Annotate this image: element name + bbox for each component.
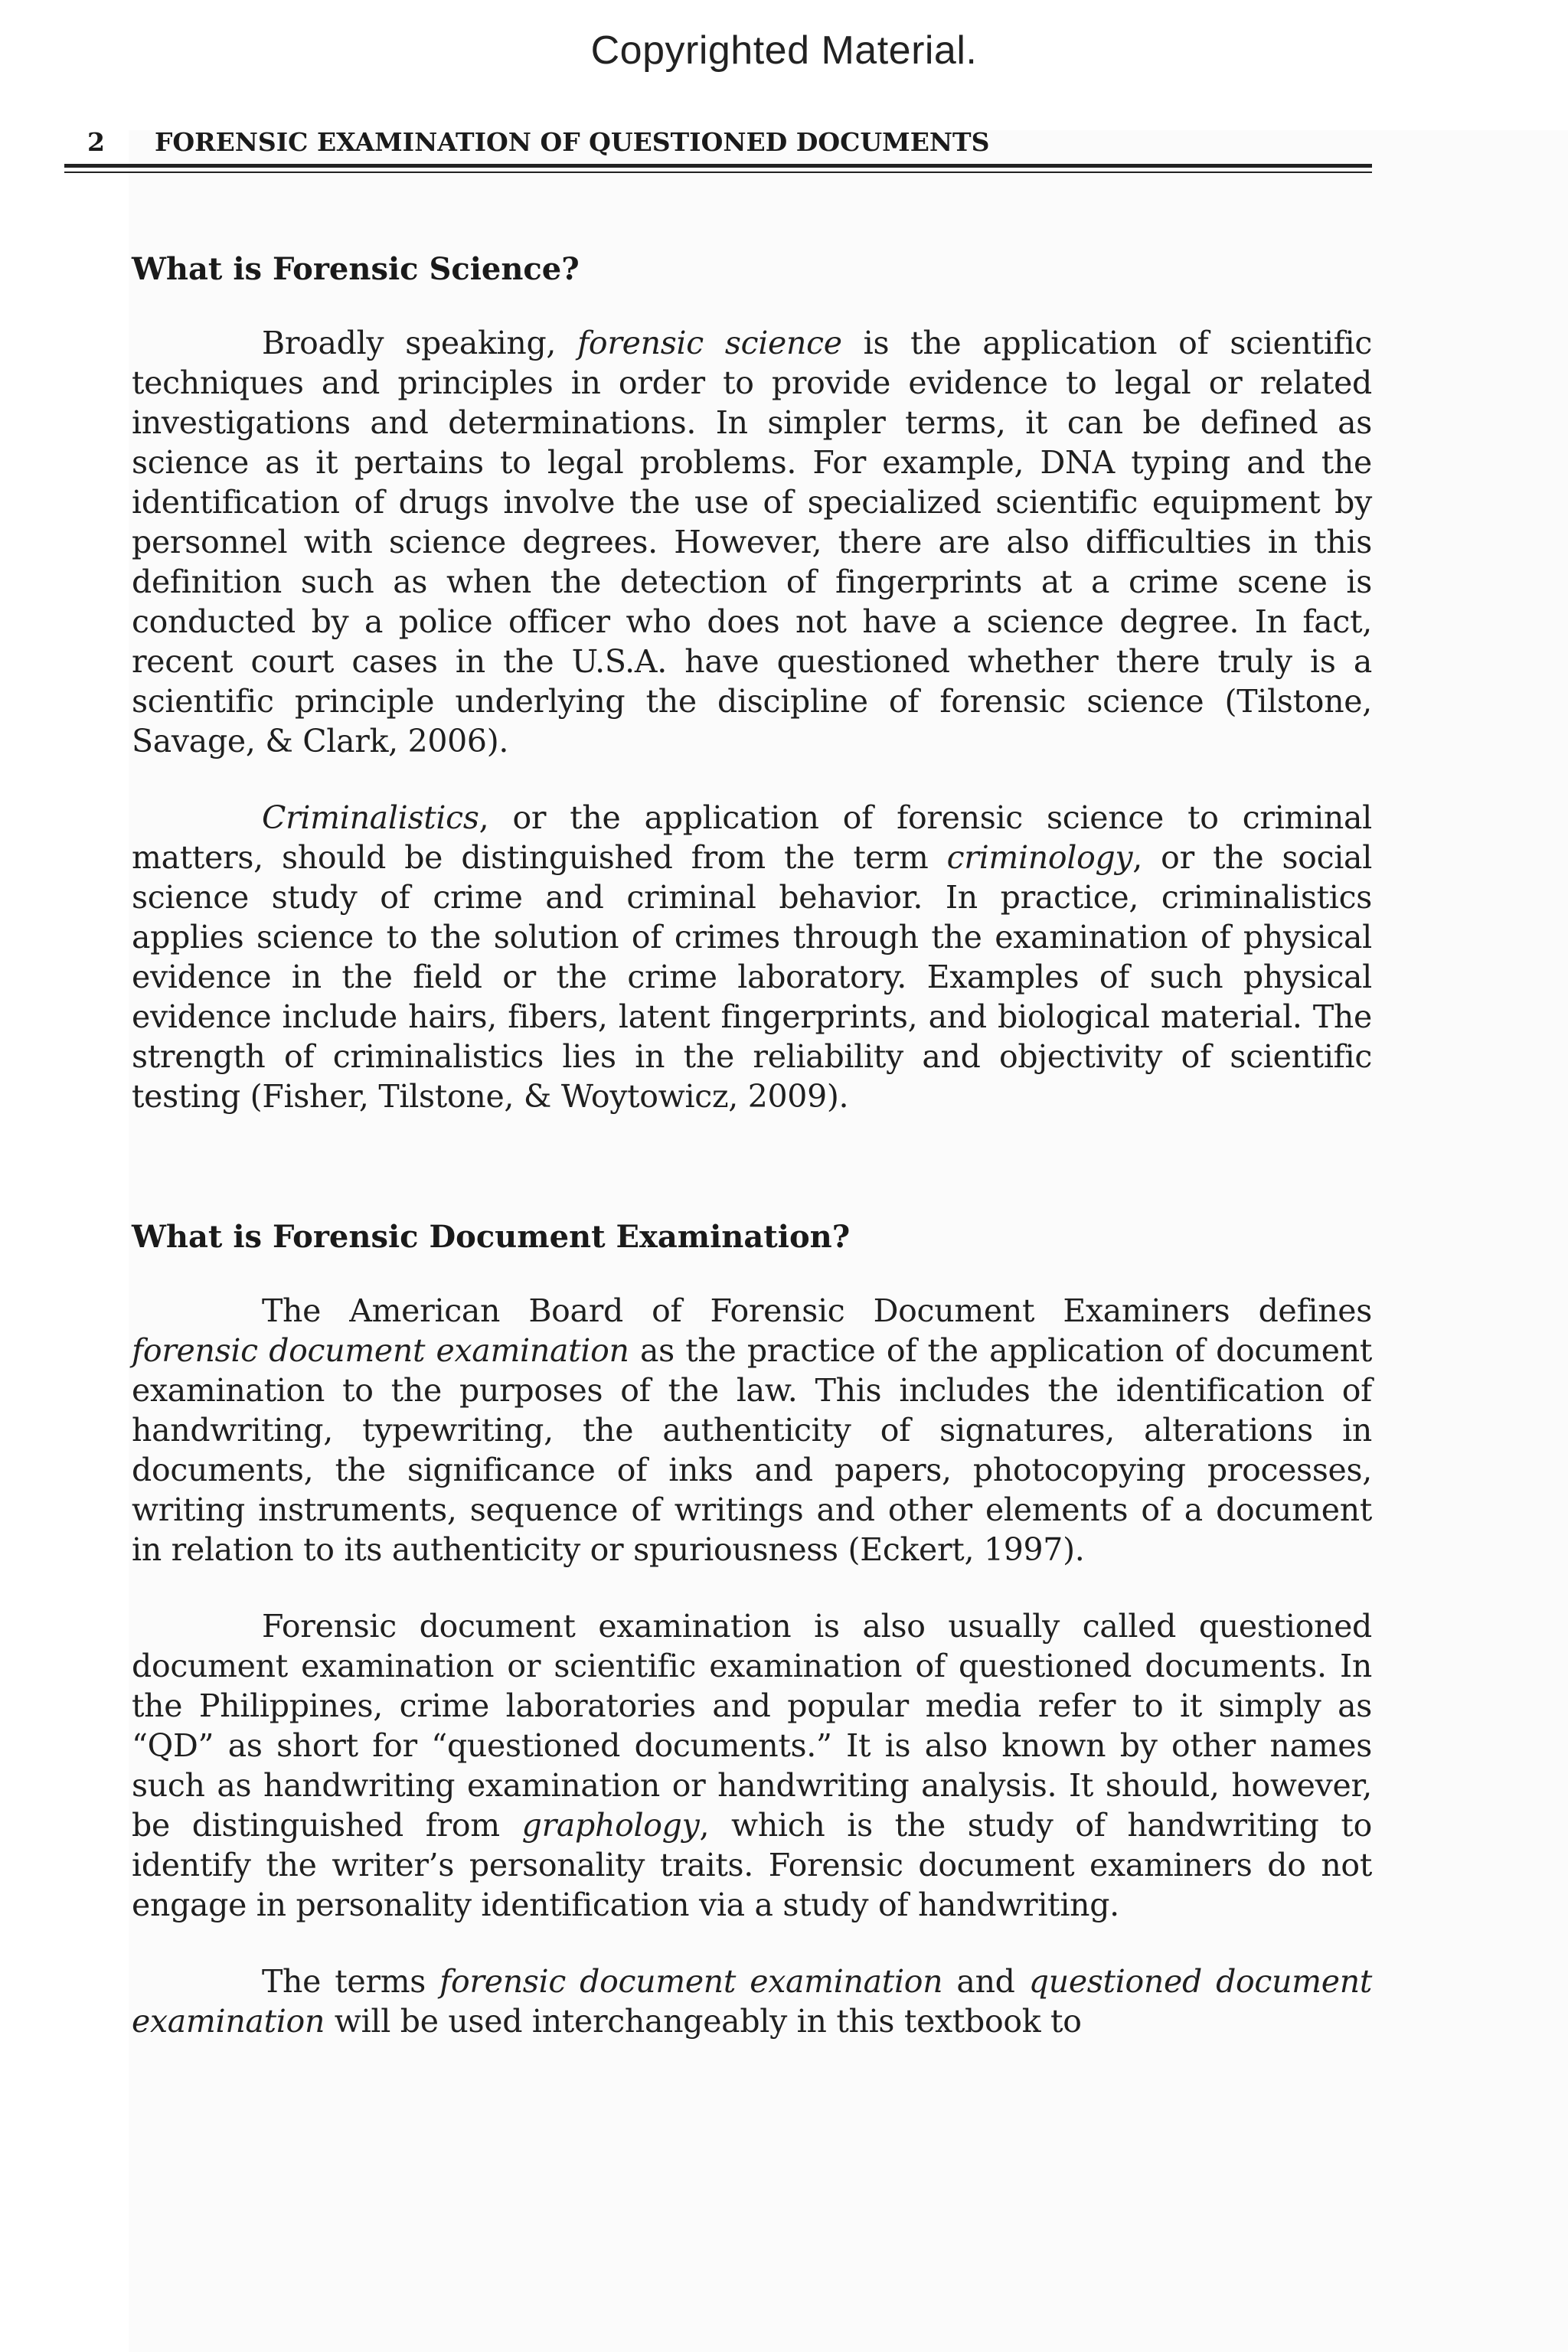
italic-term: forensic document examination: [132, 1332, 629, 1369]
italic-term: forensic document examination: [439, 1963, 943, 2000]
copyright-watermark: Copyrighted Material.: [590, 28, 978, 73]
section-heading-document-examination: What is Forensic Document Examination?: [132, 1219, 851, 1255]
italic-term: forensic science: [577, 325, 842, 361]
page-number: 2: [87, 127, 105, 157]
paragraph-abfde-definition: The American Board of Forensic Document Examiners defines forensic document examination as the practice of the application of document examination to the purposes of the law. This includes the identification of handwriting, typewriting, the authenticity of signatures, alterations in documents, the significance of inks and papers, photocopying processes, writing instruments, sequence of writings and other elements of a document in relation to its authenticity or spuriousness (Eckert, 1997).: [132, 1292, 1373, 1568]
paragraph-qd-names: Forensic document examination is also usually called questioned document examination or scientific examination of questioned documents. In the Philippines, crime laboratories and popular media refer to it simply as “QD” as short for “questioned documents.” It is also known by other names such as handwriting examination or handwriting analysis. It should, however, be distinguished from graphology, which is the study of handwriting to identify the writer’s personality traits. Forensic document examiners do not engage in personality identification via a study of handwriting.: [132, 1608, 1372, 1923]
italic-term: graphology: [521, 1807, 700, 1844]
page-body: [132, 250, 1372, 2041]
paragraph-criminalistics: Criminalistics, or the application of forensic science to criminal matters, should be distinguished from the term criminology, or the social science study of crime and criminal behavior. In practice, criminalistics applies science to the solution of crimes through the examination of physical evidence in the field or the crime laboratory. Examples of such physical evidence include hairs, fibers, latent fingerprints, and biological material. The strength of criminalistics lies in the reliability and objectivity of scientific testing (Fisher, Tilstone, & Woytowicz, 2009).: [132, 799, 1373, 1115]
section-heading-forensic-science: What is Forensic Science?: [132, 251, 580, 287]
header-rule-thin: [64, 172, 1372, 173]
italic-term: questioned document examination: [132, 1963, 1372, 2040]
italic-term: Criminalistics: [262, 799, 479, 836]
paragraph-terms-usage: The terms forensic document examination and questioned document examination will be used interchangeably in this textbook to: [132, 1963, 1372, 2040]
paragraph-forensic-science-definition: Broadly speaking, forensic science is the application of scientific techniques and principles in order to provide evidence to legal or related investigations and determinations. In simpler terms, it can be defined as science as it pertains to legal problems. For example, DNA typing and the identification of drugs involve the use of specialized scientific equipment by personnel with science degrees. However, there are also difficulties in this definition such as when the detection of fingerprints at a crime scene is conducted by a police officer who does not have a science degree. In fact, recent court cases in the U.S.A. have questioned whether there truly is a scientific principle underlying the discipline of forensic science (Tilstone, Savage, & Clark, 2006).: [132, 325, 1372, 760]
header-rule-thick: [64, 164, 1372, 168]
running-head: [87, 127, 989, 157]
book-title: FORENSIC EXAMINATION OF QUESTIONED DOCUMENTS: [155, 127, 990, 157]
italic-term: criminology: [946, 839, 1133, 876]
